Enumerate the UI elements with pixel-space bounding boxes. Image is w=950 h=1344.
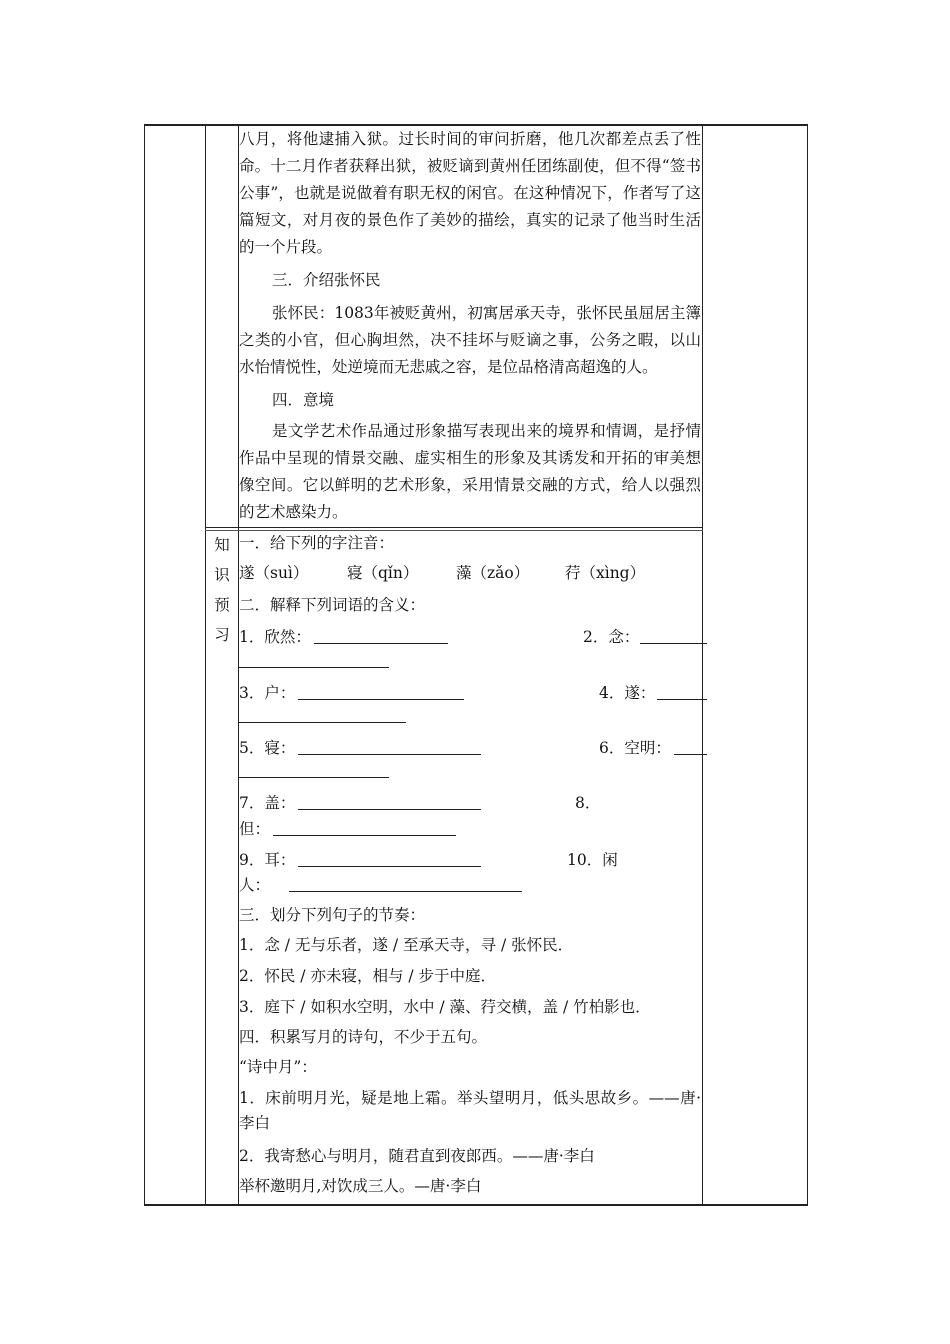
- poem-line: 举杯邀明月,对饮成三人。—唐·李白: [239, 1177, 482, 1195]
- answer-blank[interactable]: [298, 792, 481, 810]
- answer-blank[interactable]: [289, 874, 522, 892]
- pinyin-item: 藻（zǎo）: [456, 564, 530, 582]
- answer-blank[interactable]: [674, 737, 707, 755]
- term-label: 10．闲: [567, 851, 618, 869]
- yijing-paragraph: 是文学艺术作品通过形象描写表现出来的境界和情调，是抒情作品中呈现的情景交融、虚实相生的形象及其诱发和开拓的审美想像空间。它以鲜明的艺术形象，采用情景交融的方式，给人以强烈的艺术感染力。: [239, 422, 701, 521]
- knowledge-preview-label: [206, 530, 238, 650]
- poem-heading: “诗中月”：: [239, 1058, 317, 1076]
- section-heading: 三．介绍张怀民: [272, 271, 381, 289]
- label-char: 预: [214, 596, 230, 614]
- rhythm-sentence: 1．念 / 无与乐者，遂 / 至承天寺，寻 / 张怀民．: [239, 936, 574, 954]
- term-label: 5．寝：: [239, 739, 296, 757]
- pinyin-item: 荇（xìng）: [565, 564, 646, 582]
- answer-blank[interactable]: [657, 682, 707, 700]
- pinyin-item: 遂（suì）: [239, 564, 309, 582]
- label-char: 习: [214, 626, 230, 644]
- answer-blank[interactable]: [239, 760, 389, 778]
- term-label: 2．念：: [583, 628, 640, 646]
- poem-line: [239, 1086, 701, 1136]
- rhythm-sentence: 2．怀民 / 亦未寝，相与 / 步于中庭．: [239, 967, 497, 985]
- answer-blank[interactable]: [298, 737, 481, 755]
- section-heading: 四．意境: [272, 391, 335, 409]
- term-label: 3．户：: [239, 684, 296, 702]
- term-label: 人：: [239, 876, 271, 894]
- question-2-title: 二．解释下列词语的含义：: [239, 596, 426, 614]
- question-4-title: 四．积累写月的诗句，不少于五句。: [239, 1028, 488, 1046]
- background-paragraph: 八月，将他逮捕入狱。过长时间的审问折磨，他几次都差点丢了性命。十二月作者获释出狱，被贬谪到黄州任团练副使，但不得“签书公事”，也就是说做着有职无权的闲官。在这种情况下，作者写了这篇短文，对月夜的景色作了美妙的描绘，真实的记录了他当时生活的一个片段。: [239, 130, 701, 256]
- column-divider: [702, 124, 703, 1206]
- term-label: 但：: [239, 820, 271, 838]
- background-section: [239, 126, 701, 526]
- answer-blank[interactable]: [640, 626, 707, 644]
- answer-blank[interactable]: [298, 682, 464, 700]
- label-char: 知: [214, 536, 230, 554]
- pinyin-item: 寝（qǐn）: [347, 564, 419, 582]
- row-divider: [205, 530, 703, 531]
- answer-blank[interactable]: [298, 849, 481, 867]
- rhythm-sentence: 3．庭下 / 如积水空明，水中 / 藻、荇交横，盖 / 竹柏影也．: [239, 998, 651, 1016]
- poem-line: 2．我寄愁心与明月，随君直到夜郎西。——唐·李白: [239, 1147, 595, 1165]
- column-divider: [205, 124, 206, 1206]
- answer-blank[interactable]: [314, 626, 448, 644]
- term-label: 7．盖：: [239, 794, 296, 812]
- term-label: 8．: [575, 794, 601, 812]
- answer-blank[interactable]: [239, 650, 389, 668]
- answer-blank[interactable]: [273, 818, 456, 836]
- term-label: 9．耳：: [239, 851, 296, 869]
- poem-text: 1．床前明月光，疑是地上霜。举头望明月，低头思故乡。——唐·李白: [239, 1089, 701, 1132]
- answer-blank[interactable]: [239, 705, 406, 723]
- row-divider: [205, 527, 703, 528]
- question-3-title: 三．划分下列句子的节奏：: [239, 906, 426, 924]
- label-char: 识: [214, 566, 230, 584]
- zhang-huaimin-paragraph: 张怀民：1083年被贬黄州，初寓居承天寺，张怀民虽屈居主簿之类的小官，但心胸坦然，决不挂坏与贬谪之事，公务之暇，以山水怡情悦性，处逆境而无悲戚之容，是位品格清高超逸的人。: [239, 304, 701, 376]
- term-label: 6．空明：: [599, 739, 671, 757]
- question-1-title: 一．给下列的字注音：: [239, 534, 395, 552]
- term-label: 1．欣然：: [239, 628, 311, 646]
- term-label: 4．遂：: [599, 684, 656, 702]
